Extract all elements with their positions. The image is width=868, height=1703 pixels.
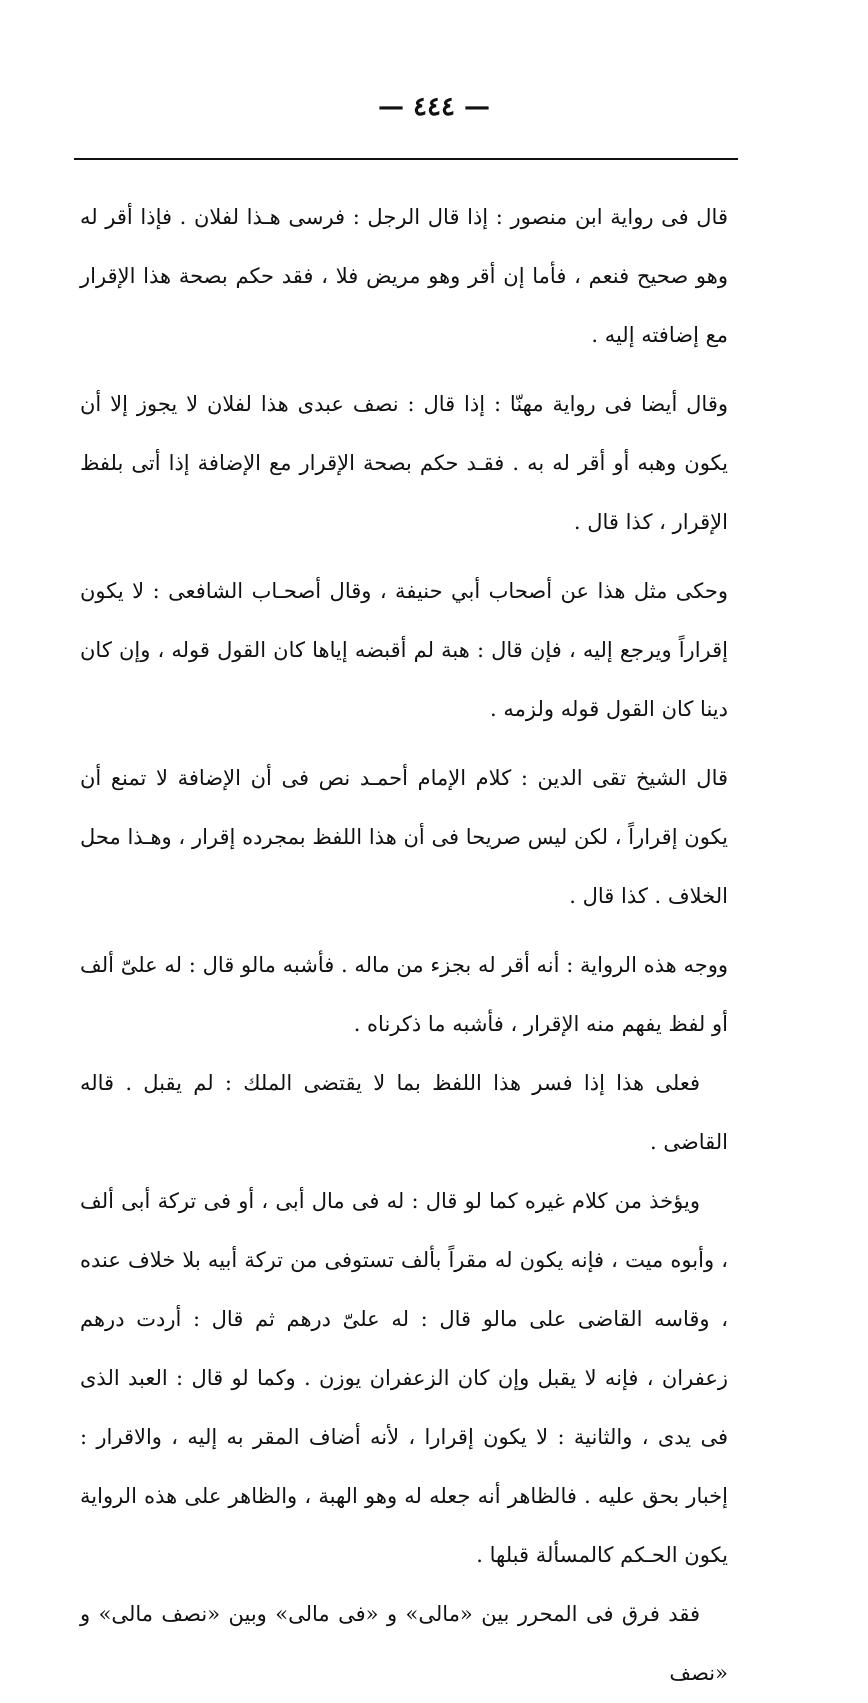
paragraph: وقال أيضا فى رواية مهنّا : إذا قال : نصف عبدى هذا لفلان لا يجوز إلا أن يكون وهبه أو أقر له به . فقـد حكم بصحة الإقرار مع الإضافة إذا أتى بلفظ الإقرار ، كذا قال .: [80, 392, 728, 534]
paragraph: قال الشيخ تقى الدين : كلام الإمام أحمـد نص فى أن الإضافة لا تمنع أن يكون إقراراً ، لكن ليس صريحا فى أن هذا اللفظ بمجرده إقرار ، وهـذا محل الخلاف . كذا قال .: [80, 766, 728, 908]
paragraph: ووجه هذه الرواية : أنه أقر له بجزء من ماله . فأشبه مالو قال : له علىّ ألف أو لفظ يفهم منه الإقرار ، فأشبه ما ذكرناه .: [80, 953, 728, 1036]
paragraph: ويؤخذ من كلام غيره كما لو قال : له فى مال أبى ، أو فى تركة أبى ألف ، وأبوه ميت ، فإنه يكون له مقراً بألف تستوفى من تركة أبيه بلا خلاف عنده ، وقاسه القاضى على مالو قال : له علىّ درهم ثم قال : أردت درهم زعفران ، فإنه لا يقبل وإن كان الزعفران يوزن . وكما لو قال : العبد الذى فى يدى ، والثانية : لا يكون إقرارا ، لأنه أضاف المقر به إليه ، والاقرار : إخبار بحق عليه . فالظاهر أنه جعله له وهو الهبة ، والظاهر على هذه الرواية يكون الحـكم كالمسألة قبلها .: [80, 1189, 728, 1567]
page-number: — ٤٤٤ —: [377, 92, 491, 122]
paragraph: قال فى رواية ابن منصور : إذا قال الرجل : فرسى هـذا لفلان . فإذا أقر له وهو صحيح فنعم ، فأما إن أقر وهو مريض فلا ، فقد حكم بصحة هذا الإقرار مع إضافته إليه .: [80, 205, 728, 347]
header-divider: [74, 158, 738, 160]
paragraph: فقد فرق فى المحرر بين «مالى» و «فى مالى» وبين «نصف مالى» و «نصف: [80, 1602, 728, 1685]
paragraph: فعلى هذا إذا فسر هذا اللفظ بما لا يقتضى الملك : لم يقبل . قاله القاضى .: [80, 1071, 728, 1154]
page-body: [80, 188, 728, 1703]
paragraph: وحكى مثل هذا عن أصحاب أبي حنيفة ، وقال أصحـاب الشافعى : لا يكون إقراراً ويرجع إليه ، فإن قال : هبة لم أقبضه إياها كان القول قوله ، وإن كان دينا كان القول قوله ولزمه .: [80, 579, 728, 721]
